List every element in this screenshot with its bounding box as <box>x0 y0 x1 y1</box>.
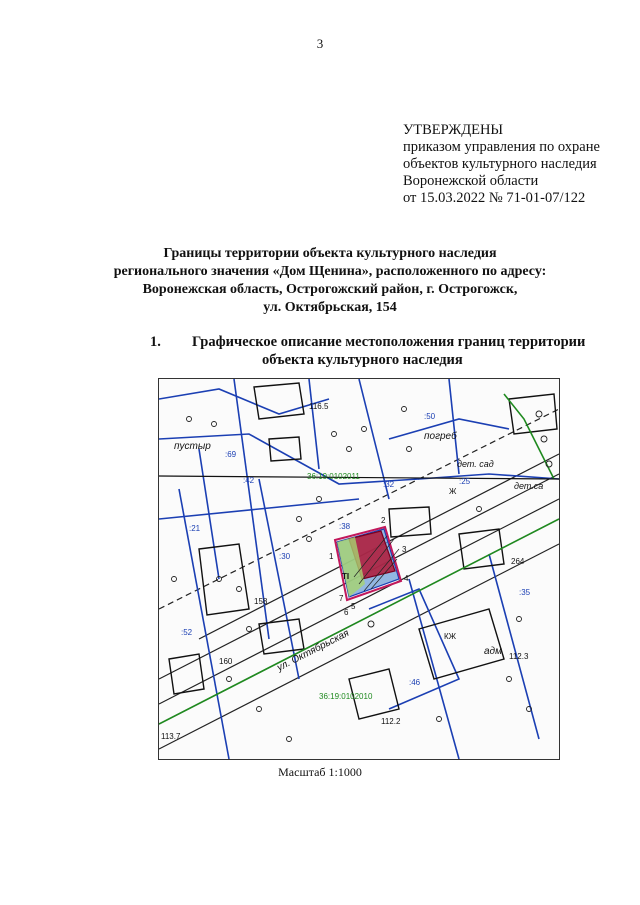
plot-label: :50 <box>424 412 436 421</box>
document-title <box>90 245 570 317</box>
approval-date: от 15.03.2022 № 71-01-07/122 <box>403 190 586 206</box>
point-number: 2 <box>381 516 386 525</box>
approval-line: Воронежской области <box>403 173 539 189</box>
map-text: дет.са <box>514 481 544 491</box>
map-text: Ж <box>449 487 457 496</box>
title-line: Воронежская область, Острогожский район, г. Острогожск, <box>142 282 518 297</box>
map-text: погреб <box>424 431 457 442</box>
point-number: 6 <box>344 608 349 617</box>
cadastral-number-bottom: 36:19:0102010 <box>319 692 373 701</box>
section-number: 1. <box>150 334 161 350</box>
cadastral-number-top: 36:19:0102011 <box>307 472 360 481</box>
plot-label: :35 <box>519 588 531 597</box>
approval-heading: УТВЕРЖДЕНЫ <box>403 122 504 138</box>
map-scale-caption: Масштаб 1:1000 <box>278 765 362 779</box>
page-number: 3 <box>316 36 324 51</box>
plot-label: :25 <box>459 477 471 486</box>
title-line: ул. Октябрьская, 154 <box>263 300 397 315</box>
section-title-line: Графическое описание местоположения границ территории <box>192 334 586 350</box>
map-text: 112.3 <box>509 652 529 661</box>
point-number: 5 <box>351 602 356 611</box>
plot-label: :46 <box>409 678 421 687</box>
object-label: ТI <box>342 572 350 581</box>
map-text: 264 <box>511 557 525 566</box>
title-line: регионального значения «Дом Щенина», расположенного по адресу: <box>113 264 547 279</box>
map-text: адм <box>484 646 502 657</box>
heritage-territory <box>335 527 401 600</box>
plot-label: :69 <box>225 450 237 459</box>
section-heading <box>150 333 610 369</box>
point-number: 4 <box>404 574 409 583</box>
map-drawing <box>159 379 559 759</box>
point-number: 7 <box>339 594 344 603</box>
approval-block <box>403 122 600 207</box>
map-text: дет. сад <box>457 459 494 469</box>
plot-label: :30 <box>279 552 291 561</box>
plot-label: :32 <box>383 480 395 489</box>
section-title-line: объекта культурного наследия <box>262 352 463 368</box>
approval-line: объектов культурного наследия <box>403 156 597 172</box>
map-text: 116.5 <box>309 402 329 411</box>
cadastral-map <box>158 378 560 760</box>
plot-label: :21 <box>189 524 201 533</box>
map-text: пустыр <box>174 441 211 452</box>
approval-line: приказом управления по охране <box>403 139 600 155</box>
map-text: КЖ <box>444 632 457 641</box>
point-number: 3 <box>402 545 407 554</box>
plot-label: :52 <box>181 628 193 637</box>
street-name: ул. Октябрьская <box>275 627 352 674</box>
map-text: 112.2 <box>381 717 401 726</box>
title-line: Границы территории объекта культурного наследия <box>163 246 497 261</box>
map-text: 158 <box>254 597 268 606</box>
map-text: 113.7 <box>161 732 181 741</box>
plot-label: :38 <box>339 522 351 531</box>
map-text: 160 <box>219 657 233 666</box>
point-number: 1 <box>329 552 334 561</box>
plot-label: :42 <box>243 476 255 485</box>
